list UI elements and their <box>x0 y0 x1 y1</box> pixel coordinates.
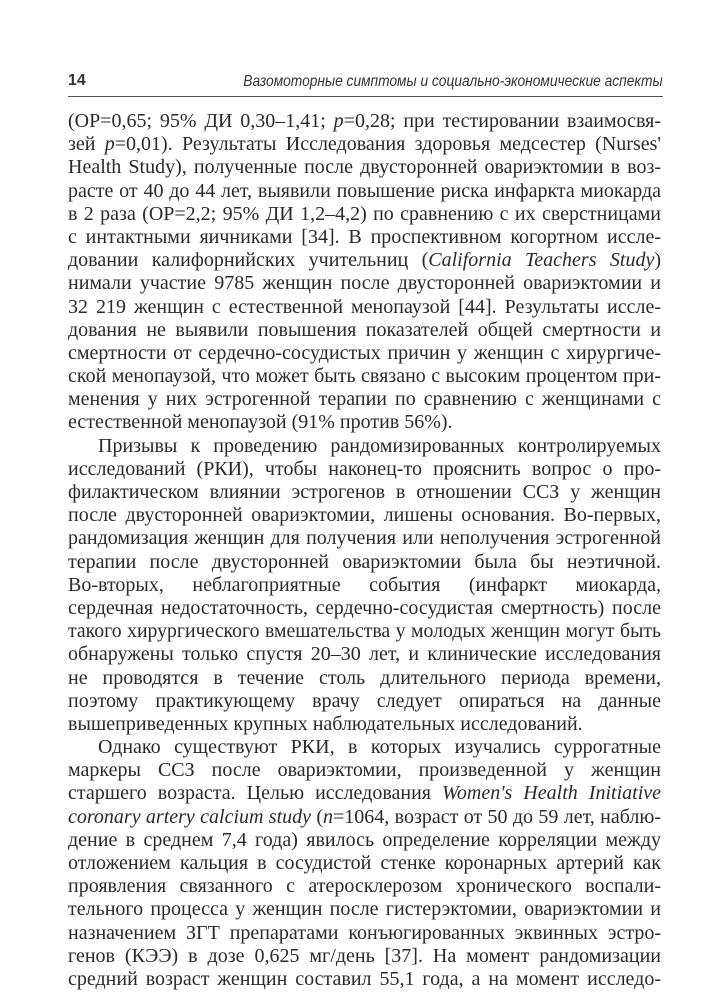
text-line: такого хирургического вмешательства у молодых женщин могут быть <box>68 620 661 643</box>
text-line: coronary artery calcium study (n=1064, возраст от 50 до 59 лет, наблю- <box>68 805 661 828</box>
italic-text: n <box>323 805 334 828</box>
text-line: генов (КЭЭ) в дозе 0,625 мг/день [37]. На момент рандомизации <box>68 944 661 967</box>
italic-text: Women's Health Initiative <box>442 782 661 805</box>
text-line: расте от 40 до 44 лет, выявили повышение риска инфаркта миокарда <box>68 179 661 202</box>
running-header <box>68 70 663 97</box>
text-line: Однако существуют РКИ, в которых изучались суррогатные <box>98 736 661 759</box>
text-line: довании калифорнийских учительниц (California Teachers Study) <box>68 249 661 272</box>
text-line: после двусторонней овариэктомии, лишены основания. Во-первых, <box>68 504 661 527</box>
text-line: дение в среднем 7,4 года) явилось определение корреляции между <box>68 828 661 851</box>
text-line: филактическом влиянии эстрогенов в отношении ССЗ у женщин <box>68 481 661 503</box>
text-line: вышеприведенных крупных наблюдательных исследований. <box>68 712 583 735</box>
text-line: не проводятся в течение столь длительного периода времени, <box>68 666 661 689</box>
text-line: поэтому практикующему врачу следует опираться на данные <box>68 689 661 712</box>
italic-text: coronary artery calcium study <box>68 805 312 828</box>
text-line: нимали участие 9785 женщин после двусторонней овариэктомии и <box>68 272 661 295</box>
text-line: средний возраст женщин составил 55,1 года, а на момент исследо- <box>68 967 661 990</box>
page-number: 14 <box>68 72 86 89</box>
text-line: назначением ЗГТ препаратами конъюгированных эквинных эстро- <box>68 921 661 944</box>
text-line: тельного процесса у женщин после гистерэктомии, овариэктомии и <box>68 898 661 921</box>
text-line: Health Study), полученные после двусторонней овариэктомии в воз- <box>68 156 661 179</box>
paragraph <box>68 736 661 991</box>
text-line: старшего возраста. Целью исследования Women's Health Initiative <box>68 782 661 805</box>
text-line: исследований (РКИ), чтобы наконец-то прояснить вопрос о про- <box>68 457 661 480</box>
italic-text: California Teachers Study <box>428 249 655 272</box>
text-line: отложением кальция в сосудистой стенке коронарных артерий как <box>68 852 661 874</box>
body-text <box>68 110 661 991</box>
text-line: (ОР=0,65; 95% ДИ 0,30–1,41; p=0,28; при тестировании взаимосвя- <box>68 110 661 132</box>
text-line: в 2 раза (ОР=2,2; 95% ДИ 1,2–4,2) по сравнению с их сверстницами <box>68 202 661 225</box>
running-title: Вазомоторные симптомы и социально-экономические аспекты <box>243 73 663 90</box>
text-line: маркеры ССЗ после овариэктомии, произведенной у женщин <box>68 759 661 782</box>
paragraph <box>68 435 661 736</box>
paragraph <box>68 110 661 435</box>
text-line: Призывы к проведению рандомизированных контролируемых <box>98 434 661 457</box>
text-line: терапии после двусторонней овариэктомии была бы неэтичной. <box>68 550 661 573</box>
text-line: естественной менопаузой (91% против 56%). <box>68 411 453 434</box>
text-line: с интактными яичниками [34]. В проспективном когортном иссле- <box>68 225 661 248</box>
text-line: рандомизация женщин для получения или неполучения эстрогенной <box>68 527 661 550</box>
text-line: сердечная недостаточность, сердечно-сосудистая смертность) после <box>68 596 661 619</box>
text-line: зей p=0,01). Результаты Исследования здоровья медсестер (Nurses' <box>68 133 661 156</box>
text-line: дования не выявили повышения показателей общей смертности и <box>68 318 661 341</box>
text-line: Во-вторых, неблагоприятные события (инфаркт миокарда, <box>68 573 661 596</box>
text-line: обнаружены только спустя 20–30 лет, и клинические исследования <box>68 643 661 666</box>
text-line: смертности от сердечно-сосудистых причин у женщин с хирургиче- <box>68 341 661 364</box>
italic-text: p <box>333 110 344 132</box>
text-line: 32 219 женщин с естественной менопаузой [44]. Результаты иссле- <box>68 295 661 318</box>
text-line: менения у них эстрогенной терапии по сравнению с женщинами с <box>68 388 661 411</box>
text-line: ской менопаузой, что может быть связано с высоким процентом при- <box>68 365 661 388</box>
italic-text: p <box>104 133 115 156</box>
text-line: проявления связанного с атеросклерозом хронического воспали- <box>68 875 661 898</box>
